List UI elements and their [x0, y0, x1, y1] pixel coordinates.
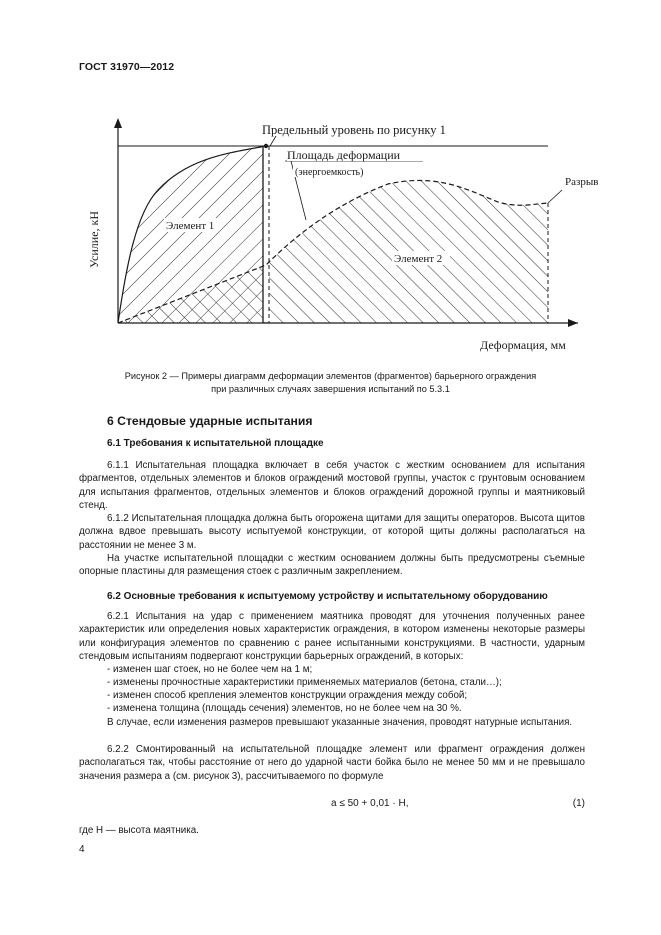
list-item: - изменены прочностные характеристики применяемых материалов (бетона, стали…); [107, 677, 502, 688]
list-item: - изменен способ крепления элементов конструкции ограждения между собой; [107, 690, 468, 701]
subsection-6-2-title: 6.2 Основные требования к испытуемому устройству и испытательному оборудованию [107, 591, 548, 602]
area-sublabel: (энергоемкость) [295, 167, 364, 178]
limit-label: Предельный уровень по рисунку 1 [262, 123, 446, 137]
paragraph-6-2-1: 6.2.1 Испытания на удар с применением маятника проводят для уточнения полученных ранее характеристик или определения новых характеристик ограждения, в котором изменены некоторые размеры или конфигурация элементов по сравнению с ранее испытанными конструкциями. В частности, ударным стендовым испытаниям подвергают конструкции барьерных ограждений, в которых: [79, 611, 585, 662]
paragraph-6-2-1b: В случае, если изменения размеров превышают указанные значения, проводят натурные испытания. [107, 717, 573, 728]
y-axis-arrow [114, 118, 122, 128]
paragraph-6-2-2: 6.2.2 Смонтированный на испытательной площадке элемент или фрагмент ограждения должен располагаться так, чтобы расстояние от него до ударной части бойка было не менее 50 мм и не превышало значения размера a (см. рисунок 3), рассчитываемого по формуле [79, 744, 585, 782]
element2-label: Элемент 2 [394, 253, 443, 265]
paragraph-6-1-2: 6.1.2 Испытательная площадка должна быть огорожена щитами для защиты операторов. Высота щитов должна вдвое превышать высоту испытуемой конструкции, от которой щиты должны располагаться на расстоянии не менее 3 м. [79, 513, 585, 551]
where-clause: где H — высота маятника. [79, 825, 199, 836]
formula-expression: a ≤ 50 + 0,01 · H, [331, 798, 409, 809]
paragraph-6-1-2b: На участке испытательной площадки с жестким основанием должны быть предусмотрены съемные опорные пластины для размещения стоек с различным закреплением. [79, 553, 585, 578]
figure-caption-line1: Рисунок 2 — Примеры диаграмм деформации элементов (фрагментов) барьерного ограждения [124, 371, 537, 381]
x-axis-arrow [568, 319, 578, 327]
formula-number: (1) [572, 798, 585, 809]
section-title: 6 Стендовые ударные испытания [107, 414, 313, 428]
deformation-diagram [78, 118, 599, 358]
paragraph-6-1-1: 6.1.1 Испытательная площадка включает в себя участок с жестким основанием для испытания фрагментов, отдельных элементов и блоков ограждений мостовой группы, участок с грунтовым основанием для испытания фрагментов, отдельных элементов и блоков ограждений дорожной группы и маятниковый стенд. [79, 460, 585, 511]
x-axis-label: Деформация, мм [480, 338, 566, 352]
divider-gap [263, 132, 269, 322]
limit-leader [270, 136, 276, 146]
list-item: - изменена толщина (площадь сечения) элементов, но не более чем на 30 %. [107, 703, 462, 714]
break-leader [548, 190, 562, 203]
element1-label: Элемент 1 [166, 220, 215, 232]
document-header: ГОСТ 31970—2012 [79, 61, 175, 73]
list-item: - изменен шаг стоек, но не более чем на 1 м; [107, 664, 313, 675]
subsection-6-1-title: 6.1 Требования к испытательной площадке [107, 438, 324, 449]
break-label: Разрыв [565, 176, 599, 188]
page-number: 4 [79, 844, 85, 855]
area-label: Площадь деформации [287, 148, 401, 162]
figure-caption-line2: при различных случаях завершения испытаний по 5.3.1 [211, 384, 450, 394]
y-axis-label: Усилие, кН [87, 210, 101, 268]
